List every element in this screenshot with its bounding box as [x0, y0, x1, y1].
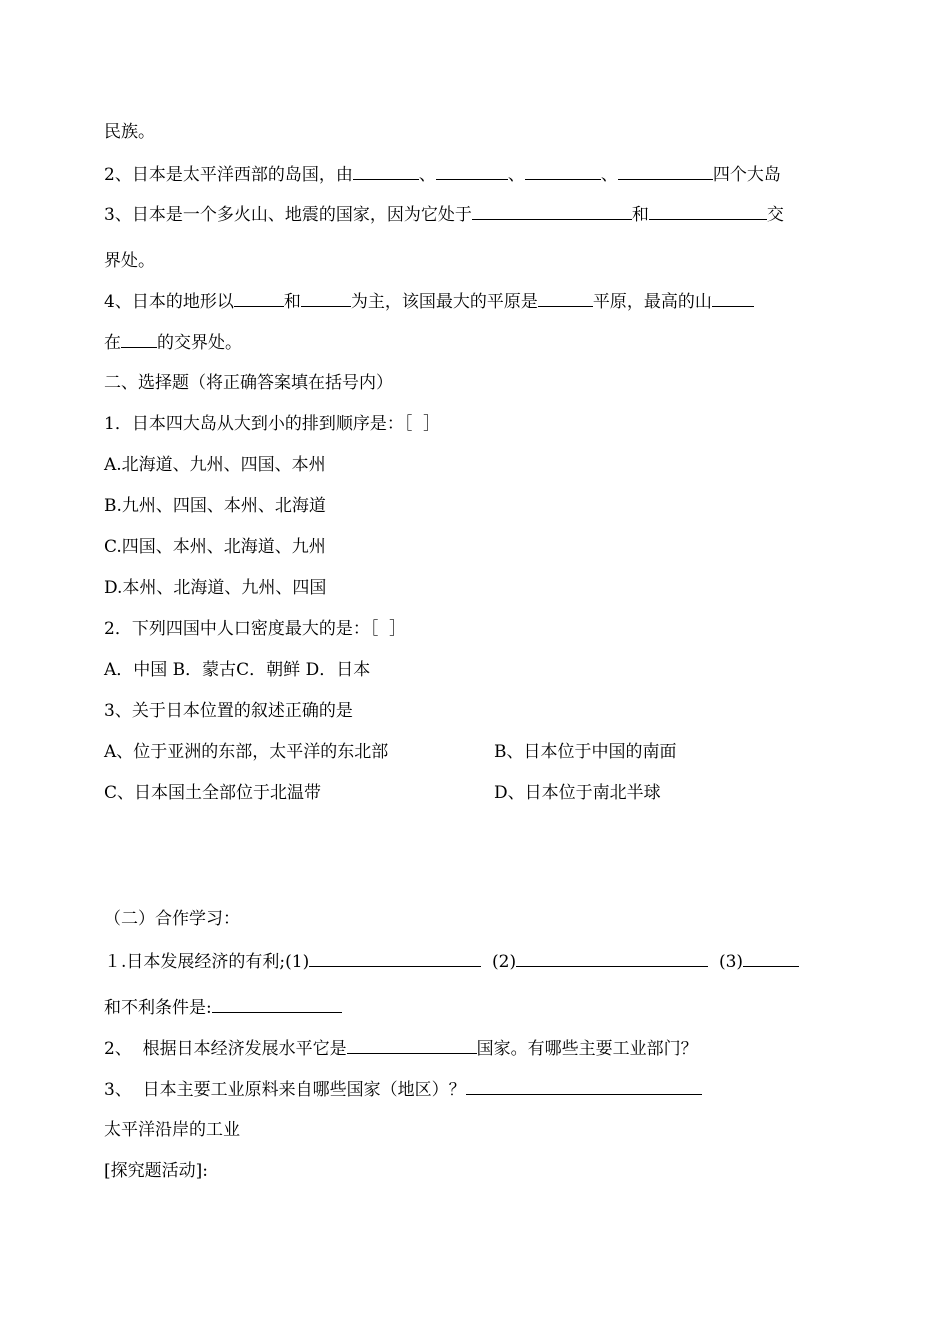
mc-question-1: 1．日本四大岛从大到小的排到顺序是：［ ］: [104, 414, 441, 434]
separator: 、: [507, 165, 525, 185]
q4-mid: 平原，最高的山: [592, 292, 712, 312]
option-c[interactable]: C.四国、本州、北海道、九州: [104, 537, 326, 557]
answer-blank[interactable]: [353, 163, 419, 180]
q2-suffix: 四个大岛: [712, 165, 781, 185]
q4-prefix: 4、日本的地形以: [104, 292, 234, 312]
coop-q1-line2: 和不利条件是:: [104, 998, 212, 1018]
answer-blank[interactable]: [516, 950, 708, 967]
question-4-line2: [104, 331, 242, 354]
option-c[interactable]: C、日本国土全部位于北温带: [104, 783, 322, 803]
answer-blank[interactable]: [618, 163, 713, 180]
answer-blank[interactable]: [301, 290, 351, 307]
mc-question-3: 3、关于日本位置的叙述正确的是: [104, 701, 353, 721]
answer-blank[interactable]: [234, 290, 284, 307]
option-d[interactable]: D、日本位于南北半球: [494, 783, 661, 803]
text-line: 民族。: [104, 122, 155, 142]
option-a[interactable]: A.北海道、九州、四国、本州: [104, 455, 326, 475]
question-3-fill: [104, 203, 784, 226]
q3-prefix: 3、日本是一个多火山、地震的国家，因为它处于: [104, 205, 472, 225]
answer-blank[interactable]: [525, 163, 601, 180]
question-4-fill: [104, 290, 754, 313]
text-line: [探究题活动]:: [104, 1161, 208, 1181]
options-line[interactable]: A．中国 B．蒙古C．朝鲜 D．日本: [104, 660, 371, 680]
option-b[interactable]: B.九州、四国、本州、北海道: [104, 496, 326, 516]
coop-question-3: [104, 1078, 702, 1101]
option-a[interactable]: A、位于亚洲的东部，太平洋的东北部: [104, 742, 389, 762]
answer-blank[interactable]: [466, 1078, 702, 1095]
option-d[interactable]: D.本州、北海道、九州、四国: [104, 578, 327, 598]
answer-blank[interactable]: [436, 163, 508, 180]
q4-line2-prefix: 在: [104, 333, 121, 353]
text-line: 太平洋沿岸的工业: [104, 1120, 240, 1140]
answer-blank[interactable]: [472, 203, 632, 220]
q4-mid: 和: [283, 292, 301, 312]
answer-blank[interactable]: [649, 203, 767, 220]
q2-prefix: 2、日本是太平洋西部的岛国，由: [104, 165, 353, 185]
coop-question-1-line2: [104, 996, 342, 1019]
question-2-fill: [104, 163, 781, 186]
coop-q1-p3: (3): [718, 952, 744, 972]
text-line: 界处。: [104, 251, 155, 271]
separator: 、: [418, 165, 436, 185]
coop-q1-prefix: １.日本发展经济的有利;(1): [104, 952, 310, 972]
answer-blank[interactable]: [743, 950, 799, 967]
answer-blank[interactable]: [309, 950, 481, 967]
coop-q2-suffix: 国家。有哪些主要工业部门？: [476, 1039, 698, 1059]
q4-mid: 为主，该国最大的平原是: [350, 292, 538, 312]
coop-question-1: [104, 950, 799, 973]
coop-question-2: [104, 1037, 698, 1060]
option-b[interactable]: B、日本位于中国的南面: [494, 742, 677, 762]
coop-q1-p2: (2): [492, 952, 517, 972]
answer-blank[interactable]: [712, 290, 754, 307]
answer-blank[interactable]: [538, 290, 593, 307]
q3-mid: 和: [631, 205, 649, 225]
coop-q3-prefix: 3、 日本主要工业原料来自哪些国家（地区）？: [104, 1080, 466, 1100]
coop-q2-prefix: 2、 根据日本经济发展水平它是: [104, 1039, 347, 1059]
section-title: （二）合作学习：: [104, 909, 240, 929]
q3-suffix: 交: [766, 205, 784, 225]
separator: 、: [600, 165, 618, 185]
mc-question-2: 2．下列四国中人口密度最大的是：［ ］: [104, 619, 407, 639]
section-title: 二、选择题（将正确答案填在括号内）: [104, 373, 393, 393]
q4-line2-suffix: 的交界处。: [157, 333, 242, 353]
answer-blank[interactable]: [212, 996, 342, 1013]
answer-blank[interactable]: [121, 331, 157, 348]
answer-blank[interactable]: [347, 1037, 477, 1054]
